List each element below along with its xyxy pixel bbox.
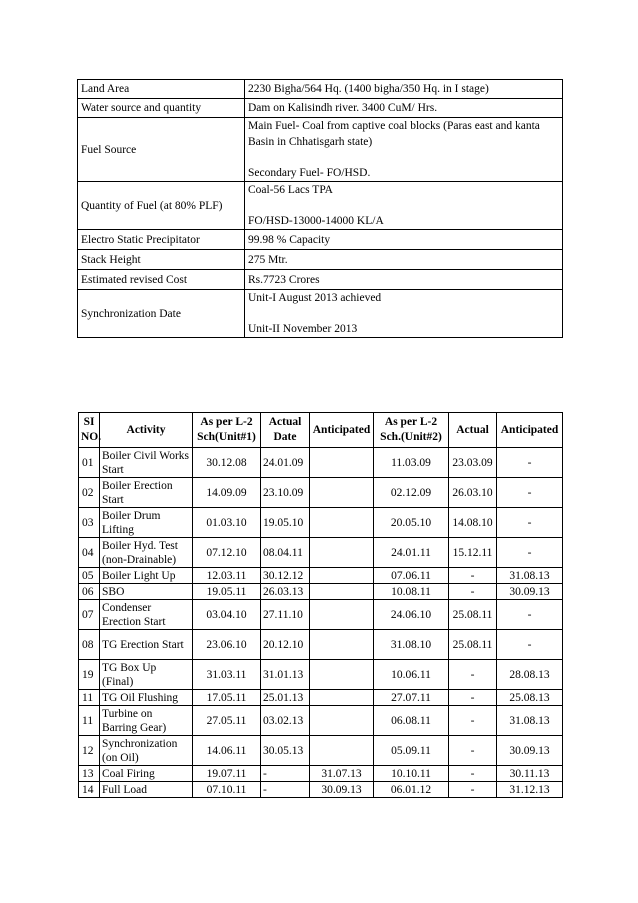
cell-si-no: 13 bbox=[79, 766, 100, 782]
cell-actual-unit2: - bbox=[449, 584, 497, 600]
cell-anticipated-unit2: - bbox=[497, 448, 563, 478]
cell-as-per-l2-unit1: 01.03.10 bbox=[193, 508, 261, 538]
table-row bbox=[79, 508, 563, 538]
cell-anticipated-unit1 bbox=[310, 568, 374, 584]
cell-actual-date: 23.10.09 bbox=[261, 478, 310, 508]
cell-anticipated-unit1: 30.09.13 bbox=[310, 782, 374, 798]
cell-si-no: 04 bbox=[79, 538, 100, 568]
header-activity: Activity bbox=[100, 413, 193, 448]
cell-actual-unit2: 25.08.11 bbox=[449, 630, 497, 660]
info-value-line: Unit-II November 2013 bbox=[248, 323, 358, 335]
info-label: Electro Static Precipitator bbox=[78, 230, 245, 250]
info-value bbox=[245, 290, 563, 338]
schedule-table bbox=[78, 412, 563, 798]
header-actual-unit2: Actual bbox=[449, 413, 497, 448]
cell-actual-date: 03.02.13 bbox=[261, 706, 310, 736]
cell-actual-unit2: 23.03.09 bbox=[449, 448, 497, 478]
cell-actual-date: 24.01.09 bbox=[261, 448, 310, 478]
cell-as-per-l2-unit1: 07.12.10 bbox=[193, 538, 261, 568]
cell-anticipated-unit1 bbox=[310, 478, 374, 508]
cell-as-per-l2-unit2: 10.06.11 bbox=[374, 660, 449, 690]
info-row bbox=[78, 182, 563, 230]
cell-actual-date: 19.05.10 bbox=[261, 508, 310, 538]
cell-as-per-l2-unit1: 19.05.11 bbox=[193, 584, 261, 600]
cell-as-per-l2-unit1: 14.09.09 bbox=[193, 478, 261, 508]
info-value-line: Unit-I August 2013 achieved bbox=[248, 292, 382, 304]
cell-si-no: 07 bbox=[79, 600, 100, 630]
info-label: Synchronization Date bbox=[78, 290, 245, 338]
cell-actual-date: 30.05.13 bbox=[261, 736, 310, 766]
info-value: 275 Mtr. bbox=[245, 250, 563, 270]
cell-as-per-l2-unit2: 20.05.10 bbox=[374, 508, 449, 538]
cell-as-per-l2-unit1: 12.03.11 bbox=[193, 568, 261, 584]
cell-as-per-l2-unit1: 31.03.11 bbox=[193, 660, 261, 690]
cell-activity: Full Load bbox=[100, 782, 193, 798]
cell-si-no: 12 bbox=[79, 736, 100, 766]
table-row bbox=[79, 660, 563, 690]
cell-as-per-l2-unit2: 24.06.10 bbox=[374, 600, 449, 630]
header-si-no: SI NO. bbox=[79, 413, 100, 448]
cell-anticipated-unit2: - bbox=[497, 630, 563, 660]
cell-actual-date: 27.11.10 bbox=[261, 600, 310, 630]
table-row bbox=[79, 568, 563, 584]
cell-si-no: 06 bbox=[79, 584, 100, 600]
cell-si-no: 02 bbox=[79, 478, 100, 508]
cell-as-per-l2-unit1: 03.04.10 bbox=[193, 600, 261, 630]
cell-anticipated-unit1 bbox=[310, 706, 374, 736]
table-row bbox=[79, 736, 563, 766]
info-row bbox=[78, 250, 563, 270]
info-label: Quantity of Fuel (at 80% PLF) bbox=[78, 182, 245, 230]
cell-actual-unit2: 14.08.10 bbox=[449, 508, 497, 538]
header-anticipated-unit1: Anticipated bbox=[310, 413, 374, 448]
table-row bbox=[79, 690, 563, 706]
cell-activity: Synchronization (on Oil) bbox=[100, 736, 193, 766]
table-row bbox=[79, 630, 563, 660]
info-label: Estimated revised Cost bbox=[78, 270, 245, 290]
info-value bbox=[245, 118, 563, 182]
cell-as-per-l2-unit1: 19.07.11 bbox=[193, 766, 261, 782]
info-value: Dam on Kalisindh river. 3400 CuM/ Hrs. bbox=[245, 99, 563, 118]
info-value-line: FO/HSD-13000-14000 KL/A bbox=[248, 215, 384, 227]
cell-activity: Boiler Erection Start bbox=[100, 478, 193, 508]
cell-actual-unit2: - bbox=[449, 706, 497, 736]
cell-actual-date: 25.01.13 bbox=[261, 690, 310, 706]
cell-anticipated-unit1 bbox=[310, 508, 374, 538]
info-label: Stack Height bbox=[78, 250, 245, 270]
cell-as-per-l2-unit2: 27.07.11 bbox=[374, 690, 449, 706]
cell-anticipated-unit1 bbox=[310, 660, 374, 690]
cell-anticipated-unit1 bbox=[310, 448, 374, 478]
header-as-per-l2-unit2: As per L-2 Sch.(Unit#2) bbox=[374, 413, 449, 448]
cell-anticipated-unit1 bbox=[310, 736, 374, 766]
table-row bbox=[79, 448, 563, 478]
project-info-table bbox=[77, 79, 563, 338]
cell-activity: SBO bbox=[100, 584, 193, 600]
info-value bbox=[245, 182, 563, 230]
info-value: 2230 Bigha/564 Hq. (1400 bigha/350 Hq. in I stage) bbox=[245, 80, 563, 99]
cell-activity: TG Oil Flushing bbox=[100, 690, 193, 706]
cell-actual-unit2: 25.08.11 bbox=[449, 600, 497, 630]
cell-actual-date: 30.12.12 bbox=[261, 568, 310, 584]
cell-si-no: 03 bbox=[79, 508, 100, 538]
cell-as-per-l2-unit2: 24.01.11 bbox=[374, 538, 449, 568]
cell-activity: Condenser Erection Start bbox=[100, 600, 193, 630]
cell-as-per-l2-unit2: 10.08.11 bbox=[374, 584, 449, 600]
cell-anticipated-unit1 bbox=[310, 584, 374, 600]
cell-anticipated-unit1: 31.07.13 bbox=[310, 766, 374, 782]
cell-as-per-l2-unit1: 23.06.10 bbox=[193, 630, 261, 660]
cell-anticipated-unit2: 31.08.13 bbox=[497, 568, 563, 584]
cell-activity: TG Erection Start bbox=[100, 630, 193, 660]
cell-anticipated-unit2: 31.12.13 bbox=[497, 782, 563, 798]
cell-as-per-l2-unit2: 02.12.09 bbox=[374, 478, 449, 508]
schedule-body bbox=[79, 448, 563, 798]
cell-actual-date: 26.03.13 bbox=[261, 584, 310, 600]
info-value-line: Main Fuel- Coal from captive coal blocks (Paras east and kanta Basin in Chhatisgarh state) bbox=[248, 120, 540, 148]
cell-anticipated-unit1 bbox=[310, 690, 374, 706]
cell-actual-unit2: - bbox=[449, 766, 497, 782]
info-label: Water source and quantity bbox=[78, 99, 245, 118]
cell-actual-unit2: - bbox=[449, 660, 497, 690]
cell-anticipated-unit2: 30.09.13 bbox=[497, 584, 563, 600]
cell-as-per-l2-unit2: 11.03.09 bbox=[374, 448, 449, 478]
cell-actual-unit2: - bbox=[449, 568, 497, 584]
cell-activity: Turbine on Barring Gear) bbox=[100, 706, 193, 736]
cell-actual-date: 31.01.13 bbox=[261, 660, 310, 690]
table-row bbox=[79, 584, 563, 600]
cell-activity: Boiler Civil Works Start bbox=[100, 448, 193, 478]
info-row bbox=[78, 99, 563, 118]
cell-activity: Boiler Light Up bbox=[100, 568, 193, 584]
schedule-header-row bbox=[79, 413, 563, 448]
header-actual-date: Actual Date bbox=[261, 413, 310, 448]
info-label: Land Area bbox=[78, 80, 245, 99]
cell-si-no: 01 bbox=[79, 448, 100, 478]
cell-anticipated-unit2: 25.08.13 bbox=[497, 690, 563, 706]
cell-as-per-l2-unit1: 30.12.08 bbox=[193, 448, 261, 478]
cell-as-per-l2-unit2: 06.08.11 bbox=[374, 706, 449, 736]
cell-si-no: 19 bbox=[79, 660, 100, 690]
cell-as-per-l2-unit2: 05.09.11 bbox=[374, 736, 449, 766]
cell-si-no: 11 bbox=[79, 690, 100, 706]
header-anticipated-unit2: Anticipated bbox=[497, 413, 563, 448]
cell-anticipated-unit2: 30.09.13 bbox=[497, 736, 563, 766]
cell-si-no: 14 bbox=[79, 782, 100, 798]
cell-as-per-l2-unit2: 06.01.12 bbox=[374, 782, 449, 798]
cell-actual-unit2: 15.12.11 bbox=[449, 538, 497, 568]
cell-activity: Boiler Drum Lifting bbox=[100, 508, 193, 538]
cell-actual-date: - bbox=[261, 766, 310, 782]
cell-anticipated-unit2: 31.08.13 bbox=[497, 706, 563, 736]
cell-actual-unit2: - bbox=[449, 782, 497, 798]
cell-anticipated-unit2: - bbox=[497, 478, 563, 508]
info-value-line: Secondary Fuel- FO/HSD. bbox=[248, 167, 371, 179]
info-row bbox=[78, 118, 563, 182]
cell-anticipated-unit2: - bbox=[497, 508, 563, 538]
info-row bbox=[78, 230, 563, 250]
header-as-per-l2-unit1: As per L-2 Sch(Unit#1) bbox=[193, 413, 261, 448]
cell-actual-unit2: - bbox=[449, 690, 497, 706]
cell-anticipated-unit2: 28.08.13 bbox=[497, 660, 563, 690]
table-row bbox=[79, 478, 563, 508]
cell-actual-date: 08.04.11 bbox=[261, 538, 310, 568]
cell-actual-unit2: - bbox=[449, 736, 497, 766]
cell-as-per-l2-unit1: 14.06.11 bbox=[193, 736, 261, 766]
cell-activity: Coal Firing bbox=[100, 766, 193, 782]
info-row bbox=[78, 80, 563, 99]
cell-anticipated-unit2: - bbox=[497, 538, 563, 568]
info-value: Rs.7723 Crores bbox=[245, 270, 563, 290]
table-row bbox=[79, 782, 563, 798]
cell-activity: Boiler Hyd. Test (non-Drainable) bbox=[100, 538, 193, 568]
info-value: 99.98 % Capacity bbox=[245, 230, 563, 250]
table-row bbox=[79, 538, 563, 568]
cell-anticipated-unit1 bbox=[310, 538, 374, 568]
info-row bbox=[78, 270, 563, 290]
cell-anticipated-unit1 bbox=[310, 600, 374, 630]
cell-si-no: 11 bbox=[79, 706, 100, 736]
table-row bbox=[79, 600, 563, 630]
table-row bbox=[79, 766, 563, 782]
cell-anticipated-unit2: - bbox=[497, 600, 563, 630]
info-row bbox=[78, 290, 563, 338]
info-value-line: Coal-56 Lacs TPA bbox=[248, 184, 333, 196]
cell-as-per-l2-unit1: 07.10.11 bbox=[193, 782, 261, 798]
cell-as-per-l2-unit1: 17.05.11 bbox=[193, 690, 261, 706]
cell-anticipated-unit2: 30.11.13 bbox=[497, 766, 563, 782]
cell-actual-date: - bbox=[261, 782, 310, 798]
cell-anticipated-unit1 bbox=[310, 630, 374, 660]
cell-as-per-l2-unit2: 07.06.11 bbox=[374, 568, 449, 584]
cell-as-per-l2-unit2: 10.10.11 bbox=[374, 766, 449, 782]
cell-si-no: 05 bbox=[79, 568, 100, 584]
cell-activity: TG Box Up (Final) bbox=[100, 660, 193, 690]
cell-actual-date: 20.12.10 bbox=[261, 630, 310, 660]
info-label: Fuel Source bbox=[78, 118, 245, 182]
cell-as-per-l2-unit1: 27.05.11 bbox=[193, 706, 261, 736]
cell-actual-unit2: 26.03.10 bbox=[449, 478, 497, 508]
cell-si-no: 08 bbox=[79, 630, 100, 660]
cell-as-per-l2-unit2: 31.08.10 bbox=[374, 630, 449, 660]
table-row bbox=[79, 706, 563, 736]
